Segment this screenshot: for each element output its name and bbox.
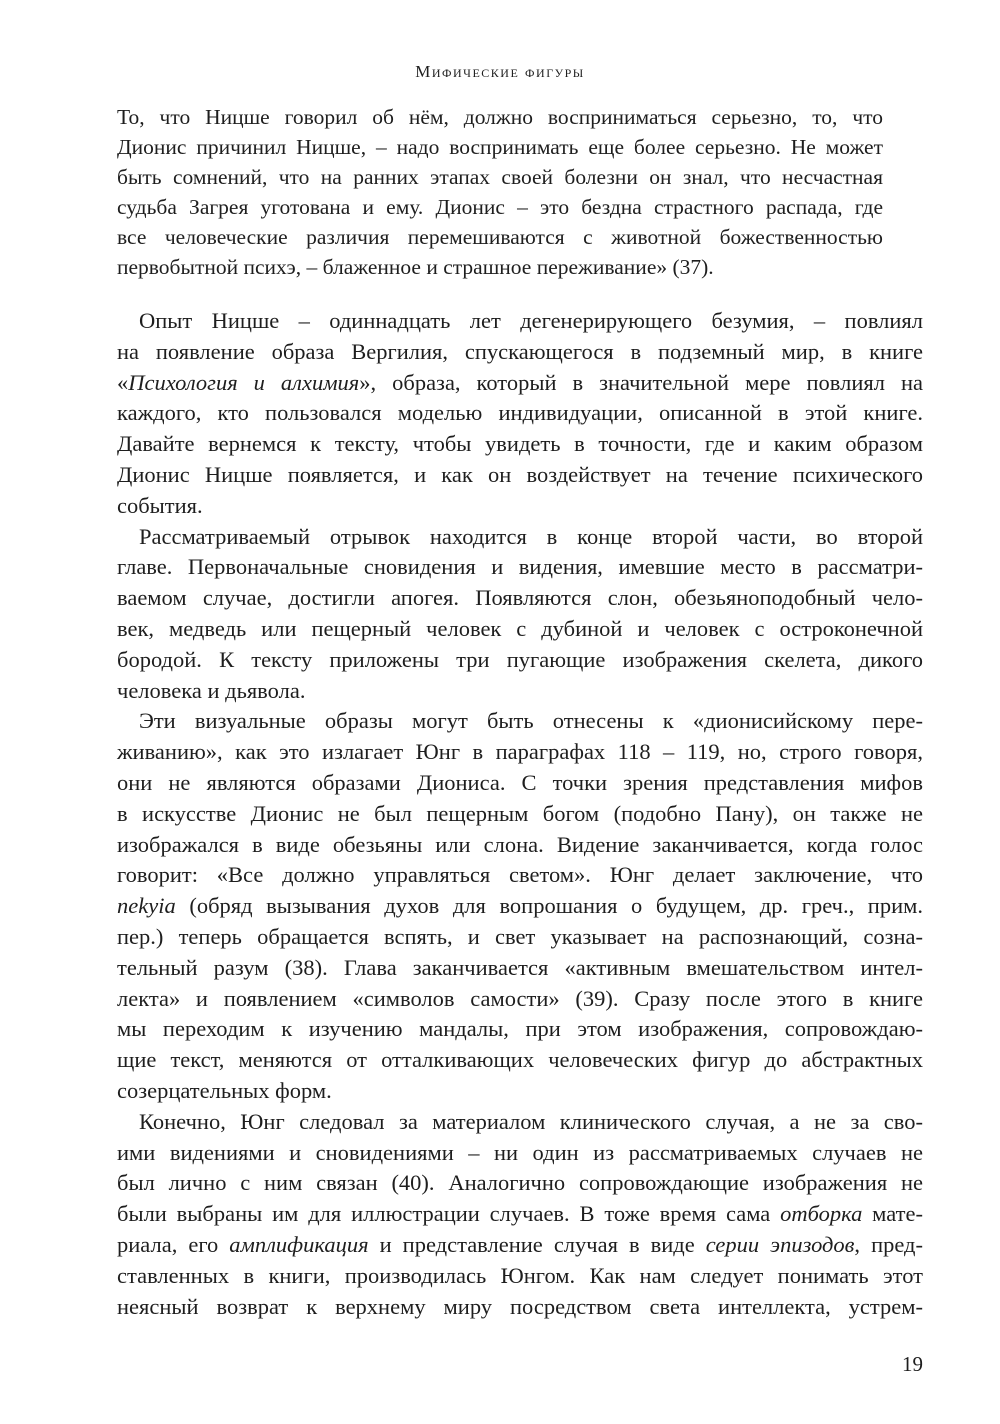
text-segment: ими видениями и сновидениями – ни один из рассматриваемых случаев не bbox=[117, 1139, 923, 1165]
text-segment: созерцательных форм. bbox=[117, 1077, 332, 1103]
body-text bbox=[117, 306, 923, 1322]
text-segment: риала, его bbox=[117, 1231, 230, 1257]
text-line bbox=[117, 706, 923, 737]
text-line bbox=[117, 1168, 923, 1199]
text-line bbox=[117, 552, 923, 583]
italic-text: отборка bbox=[780, 1201, 863, 1227]
text-segment: ваемом случае, достигли апогея. Появляются слон, обезьяноподобный чело- bbox=[117, 585, 923, 611]
text-segment: ставленных в книги, производилась Юнгом. Как нам следует понимать этот bbox=[117, 1262, 923, 1288]
text-segment: был лично с ним связан (40). Аналогично сопровождающие изображения не bbox=[117, 1170, 923, 1196]
text-segment: главе. Первоначальные сновидения и видения, имевшие место в рассматри- bbox=[117, 554, 923, 580]
text-segment: Дионис причинил Ницше, – надо воспринимать еще более серьезно. Не может bbox=[117, 135, 883, 159]
text-line bbox=[117, 1045, 923, 1076]
text-line bbox=[117, 337, 923, 368]
text-line bbox=[117, 984, 923, 1015]
text-segment: события. bbox=[117, 492, 203, 518]
text-segment: лекта» и появлением «символов самости» (39). Сразу после этого в книге bbox=[117, 985, 923, 1011]
text-line bbox=[117, 491, 923, 522]
text-line bbox=[117, 429, 923, 460]
text-line bbox=[117, 1230, 923, 1261]
text-line bbox=[117, 614, 923, 645]
text-segment: Опыт Ницше – одиннадцать лет дегенерирующего безумия, – повлиял bbox=[139, 308, 923, 333]
text-line bbox=[117, 1292, 923, 1323]
text-line bbox=[117, 1199, 923, 1230]
text-segment: быть сомнений, что на ранних этапах своей болезни он знал, что несчастная bbox=[117, 165, 883, 189]
text-line bbox=[117, 583, 923, 614]
text-segment: пер.) теперь обращается вспять, и свет указывает на распознающий, созна- bbox=[117, 923, 923, 949]
text-line bbox=[117, 1261, 923, 1292]
text-line bbox=[117, 522, 923, 553]
text-line bbox=[117, 252, 883, 282]
text-line bbox=[117, 922, 923, 953]
text-segment: в искусстве Дионис не был пещерным богом (подобно Пану), он также не bbox=[117, 800, 923, 826]
text-segment: изображался в виде обезьяны или слона. Видение заканчивается, когда голос bbox=[117, 831, 923, 857]
running-head: Мифические фигуры bbox=[415, 62, 585, 81]
text-line bbox=[117, 676, 923, 707]
text-line bbox=[117, 1138, 923, 1169]
text-segment: щие текст, меняются от отталкивающих человеческих фигур до абстрактных bbox=[117, 1047, 923, 1073]
text-segment: (обряд вызывания духов для вопрошания о будущем, др. греч., прим. bbox=[175, 893, 923, 919]
text-segment: и представление случая в виде bbox=[368, 1231, 706, 1257]
block-quote bbox=[117, 102, 883, 282]
text-segment: судьба Загрея уготована и ему. Дионис – это бездна страстного распада, где bbox=[117, 195, 883, 219]
text-segment: тельный разум (38). Глава заканчивается «активным вмешательством интел- bbox=[117, 954, 923, 980]
text-segment: век, медведь или пещерный человек с дубиной и человек с остроконечной bbox=[117, 615, 923, 641]
text-line bbox=[117, 799, 923, 830]
text-line bbox=[117, 860, 923, 891]
text-line bbox=[117, 1107, 923, 1138]
text-segment: человека и дьявола. bbox=[117, 677, 306, 703]
text-segment: говорит: «Все должно управляться светом». Юнг делает заключение, что bbox=[117, 862, 923, 888]
page-number: 19 bbox=[902, 1352, 923, 1376]
text-line bbox=[117, 398, 923, 429]
text-segment: Конечно, Юнг следовал за материалом клинического случая, а не за сво- bbox=[139, 1108, 923, 1134]
italic-text: серии эпизодов bbox=[705, 1231, 855, 1257]
text-segment: неясный возврат к верхнему миру посредством света интеллекта, устрем- bbox=[117, 1293, 923, 1319]
text-segment: каждого, кто пользовался моделью индивидуации, описанной в этой книге. bbox=[117, 400, 923, 426]
text-line bbox=[117, 1014, 923, 1045]
text-line bbox=[117, 222, 883, 252]
text-line bbox=[117, 737, 923, 768]
text-line bbox=[117, 460, 923, 491]
text-segment: мате- bbox=[862, 1201, 923, 1227]
text-segment: были выбраны им для иллюстрации случаев. В тоже время сама bbox=[117, 1201, 781, 1227]
text-segment: бородой. К тексту приложены три пугающие изображения скелета, дикого bbox=[117, 646, 923, 672]
text-segment: на появление образа Вергилия, спускающегося в подземный мир, в книге bbox=[117, 338, 923, 364]
text-segment: « bbox=[117, 369, 129, 395]
text-segment: Дионис Ницше появляется, и как он воздействует на течение психического bbox=[117, 461, 923, 487]
text-segment: То, что Ницше говорил об нём, должно восприниматься серьезно, то, что bbox=[117, 105, 883, 129]
text-segment: все человеческие различия перемешиваются с животной божественностью bbox=[117, 225, 883, 249]
text-line bbox=[117, 891, 923, 922]
italic-text: амплификация bbox=[229, 1231, 369, 1257]
text-line bbox=[117, 102, 883, 132]
text-line bbox=[117, 162, 883, 192]
text-segment: мы переходим к изучению мандалы, при этом изображения, сопровождаю- bbox=[117, 1016, 923, 1042]
text-line bbox=[117, 768, 923, 799]
text-segment: они не являются образами Диониса. С точки зрения представления мифов bbox=[117, 769, 923, 795]
text-line bbox=[117, 192, 883, 222]
text-segment: , пред- bbox=[854, 1231, 923, 1257]
text-line bbox=[117, 368, 923, 399]
text-segment: », образа, который в значительной мере повлиял на bbox=[359, 369, 923, 395]
text-segment: первобытной психэ, – блаженное и страшное переживание» (37). bbox=[117, 255, 714, 279]
text-segment: Давайте вернемся к тексту, чтобы увидеть в точности, где и каким образом bbox=[117, 431, 923, 457]
text-line bbox=[117, 830, 923, 861]
text-segment: Рассматриваемый отрывок находится в конце второй части, во второй bbox=[139, 523, 923, 549]
text-line bbox=[117, 645, 923, 676]
text-segment: живанию», как это излагает Юнг в параграфах 118 – 119, но, строго говоря, bbox=[117, 739, 923, 765]
italic-text: Психология и алхимия bbox=[128, 369, 360, 395]
italic-text: nekyia bbox=[117, 893, 176, 919]
text-line bbox=[117, 953, 923, 984]
text-line bbox=[117, 306, 923, 337]
text-segment: Эти визуальные образы могут быть отнесены к «дионисийскому пере- bbox=[139, 708, 923, 734]
text-line bbox=[117, 1076, 923, 1107]
text-line bbox=[117, 132, 883, 162]
